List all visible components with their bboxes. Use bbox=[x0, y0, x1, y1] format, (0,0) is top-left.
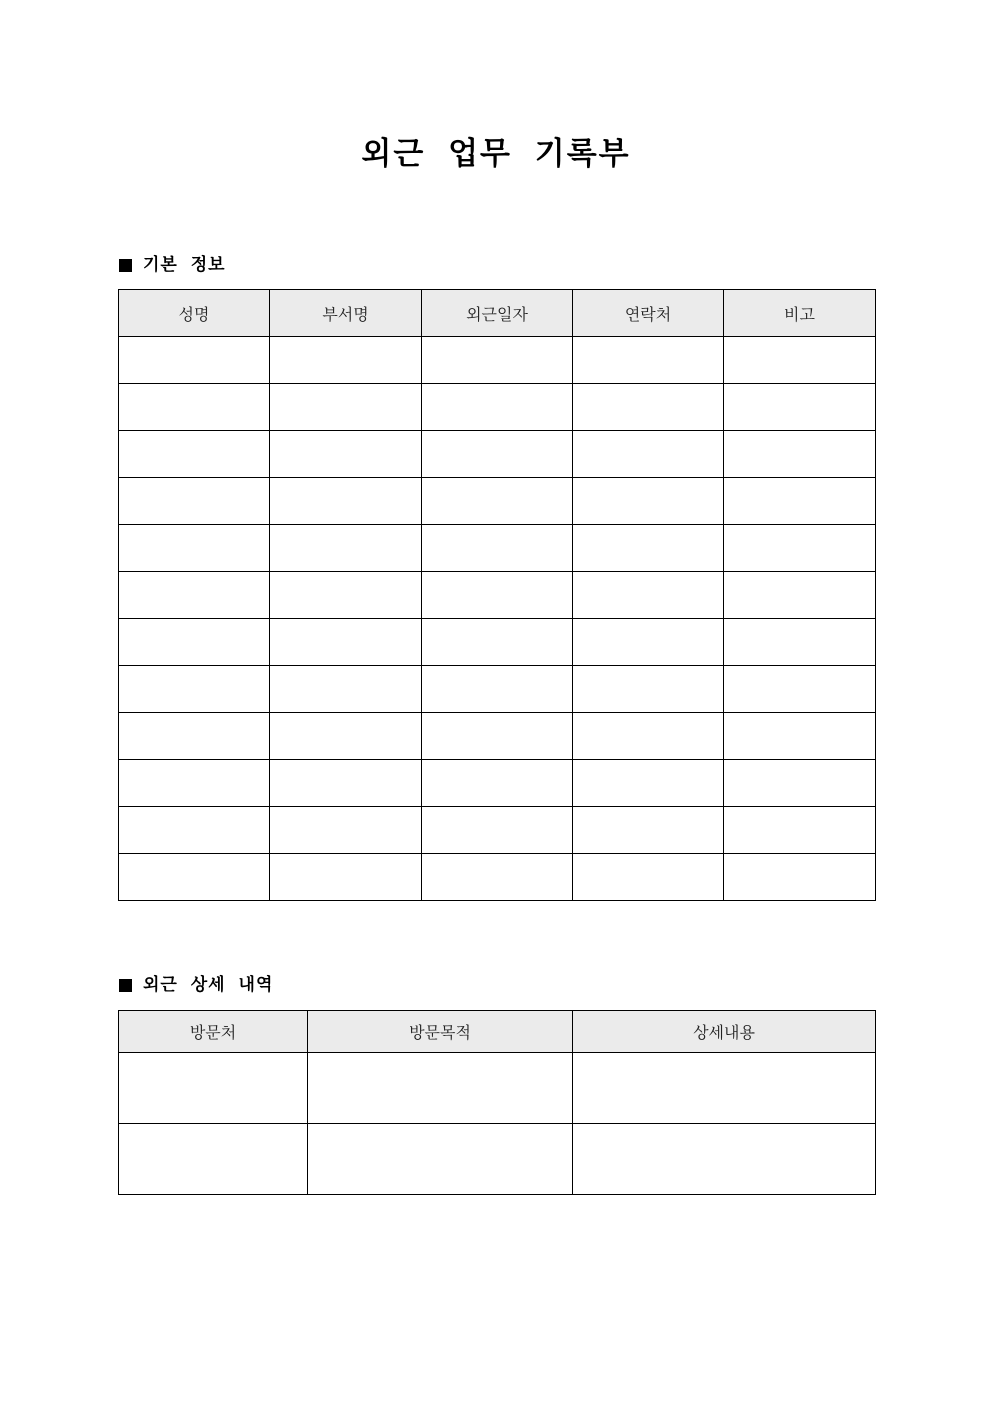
table-header-row bbox=[119, 1011, 876, 1053]
table-row bbox=[119, 478, 876, 525]
table-cell[interactable] bbox=[119, 337, 270, 384]
table-row bbox=[119, 337, 876, 384]
table-row bbox=[119, 1124, 876, 1195]
table-cell[interactable] bbox=[308, 1124, 573, 1195]
table-cell[interactable] bbox=[270, 525, 422, 572]
table-cell[interactable] bbox=[573, 525, 724, 572]
table-cell[interactable] bbox=[422, 807, 573, 854]
table-cell[interactable] bbox=[422, 854, 573, 901]
table-cell[interactable] bbox=[119, 854, 270, 901]
table-cell[interactable] bbox=[724, 807, 876, 854]
table-cell[interactable] bbox=[724, 337, 876, 384]
table-cell[interactable] bbox=[573, 384, 724, 431]
table-cell[interactable] bbox=[422, 713, 573, 760]
table-cell[interactable] bbox=[119, 525, 270, 572]
column-header-department: 부서명 bbox=[270, 290, 422, 337]
table-cell[interactable] bbox=[119, 619, 270, 666]
table-cell[interactable] bbox=[270, 431, 422, 478]
column-header-contact: 연락처 bbox=[573, 290, 724, 337]
table-cell[interactable] bbox=[573, 713, 724, 760]
table-row bbox=[119, 525, 876, 572]
table-row bbox=[119, 807, 876, 854]
square-bullet-icon bbox=[119, 259, 132, 272]
table-cell[interactable] bbox=[270, 854, 422, 901]
table-cell[interactable] bbox=[270, 760, 422, 807]
basic-info-table bbox=[118, 289, 876, 901]
basic-info-heading-label: 기본 정보 bbox=[143, 255, 226, 275]
table-cell[interactable] bbox=[724, 384, 876, 431]
table-cell[interactable] bbox=[573, 478, 724, 525]
table-cell[interactable] bbox=[119, 478, 270, 525]
table-cell[interactable] bbox=[119, 572, 270, 619]
table-cell[interactable] bbox=[422, 572, 573, 619]
table-cell[interactable] bbox=[422, 337, 573, 384]
table-cell[interactable] bbox=[270, 807, 422, 854]
table-cell[interactable] bbox=[422, 666, 573, 713]
table-row bbox=[119, 384, 876, 431]
table-cell[interactable] bbox=[270, 666, 422, 713]
table-cell[interactable] bbox=[119, 431, 270, 478]
table-cell[interactable] bbox=[119, 807, 270, 854]
table-cell[interactable] bbox=[573, 666, 724, 713]
table-cell[interactable] bbox=[573, 854, 724, 901]
table-row bbox=[119, 572, 876, 619]
table-cell[interactable] bbox=[724, 572, 876, 619]
table-cell[interactable] bbox=[724, 760, 876, 807]
table-cell[interactable] bbox=[724, 478, 876, 525]
table-cell[interactable] bbox=[724, 431, 876, 478]
table-row bbox=[119, 431, 876, 478]
table-row bbox=[119, 760, 876, 807]
table-cell[interactable] bbox=[573, 619, 724, 666]
table-cell[interactable] bbox=[573, 1124, 876, 1195]
table-cell[interactable] bbox=[573, 807, 724, 854]
table-cell[interactable] bbox=[724, 666, 876, 713]
table-cell[interactable] bbox=[270, 619, 422, 666]
column-header-name: 성명 bbox=[119, 290, 270, 337]
table-cell[interactable] bbox=[422, 525, 573, 572]
column-header-visit-place: 방문처 bbox=[119, 1011, 308, 1053]
table-cell[interactable] bbox=[119, 713, 270, 760]
detail-info-heading bbox=[119, 973, 273, 997]
detail-info-table bbox=[118, 1010, 876, 1195]
table-cell[interactable] bbox=[573, 337, 724, 384]
table-cell[interactable] bbox=[724, 525, 876, 572]
table-header-row bbox=[119, 290, 876, 337]
table-cell[interactable] bbox=[422, 478, 573, 525]
column-header-details: 상세내용 bbox=[573, 1011, 876, 1053]
table-cell[interactable] bbox=[573, 760, 724, 807]
table-row bbox=[119, 619, 876, 666]
detail-info-heading-label: 외근 상세 내역 bbox=[143, 975, 274, 995]
table-cell[interactable] bbox=[270, 572, 422, 619]
table-cell[interactable] bbox=[119, 1053, 308, 1124]
table-cell[interactable] bbox=[308, 1053, 573, 1124]
table-cell[interactable] bbox=[724, 854, 876, 901]
page-title: 외근 업무 기록부 bbox=[361, 136, 631, 172]
table-cell[interactable] bbox=[119, 760, 270, 807]
table-row bbox=[119, 713, 876, 760]
table-cell[interactable] bbox=[119, 384, 270, 431]
table-cell[interactable] bbox=[422, 431, 573, 478]
table-cell[interactable] bbox=[270, 478, 422, 525]
table-row bbox=[119, 854, 876, 901]
table-cell[interactable] bbox=[270, 337, 422, 384]
table-row bbox=[119, 1053, 876, 1124]
table-cell[interactable] bbox=[119, 1124, 308, 1195]
table-cell[interactable] bbox=[422, 384, 573, 431]
basic-info-heading bbox=[119, 253, 226, 277]
square-bullet-icon bbox=[119, 979, 132, 992]
table-cell[interactable] bbox=[270, 384, 422, 431]
table-cell[interactable] bbox=[724, 619, 876, 666]
table-cell[interactable] bbox=[119, 666, 270, 713]
table-cell[interactable] bbox=[422, 619, 573, 666]
table-cell[interactable] bbox=[573, 1053, 876, 1124]
table-cell[interactable] bbox=[724, 713, 876, 760]
table-cell[interactable] bbox=[270, 713, 422, 760]
column-header-date: 외근일자 bbox=[422, 290, 573, 337]
table-row bbox=[119, 666, 876, 713]
table-cell[interactable] bbox=[573, 572, 724, 619]
column-header-visit-purpose: 방문목적 bbox=[308, 1011, 573, 1053]
table-cell[interactable] bbox=[422, 760, 573, 807]
column-header-remarks: 비고 bbox=[724, 290, 876, 337]
table-cell[interactable] bbox=[573, 431, 724, 478]
